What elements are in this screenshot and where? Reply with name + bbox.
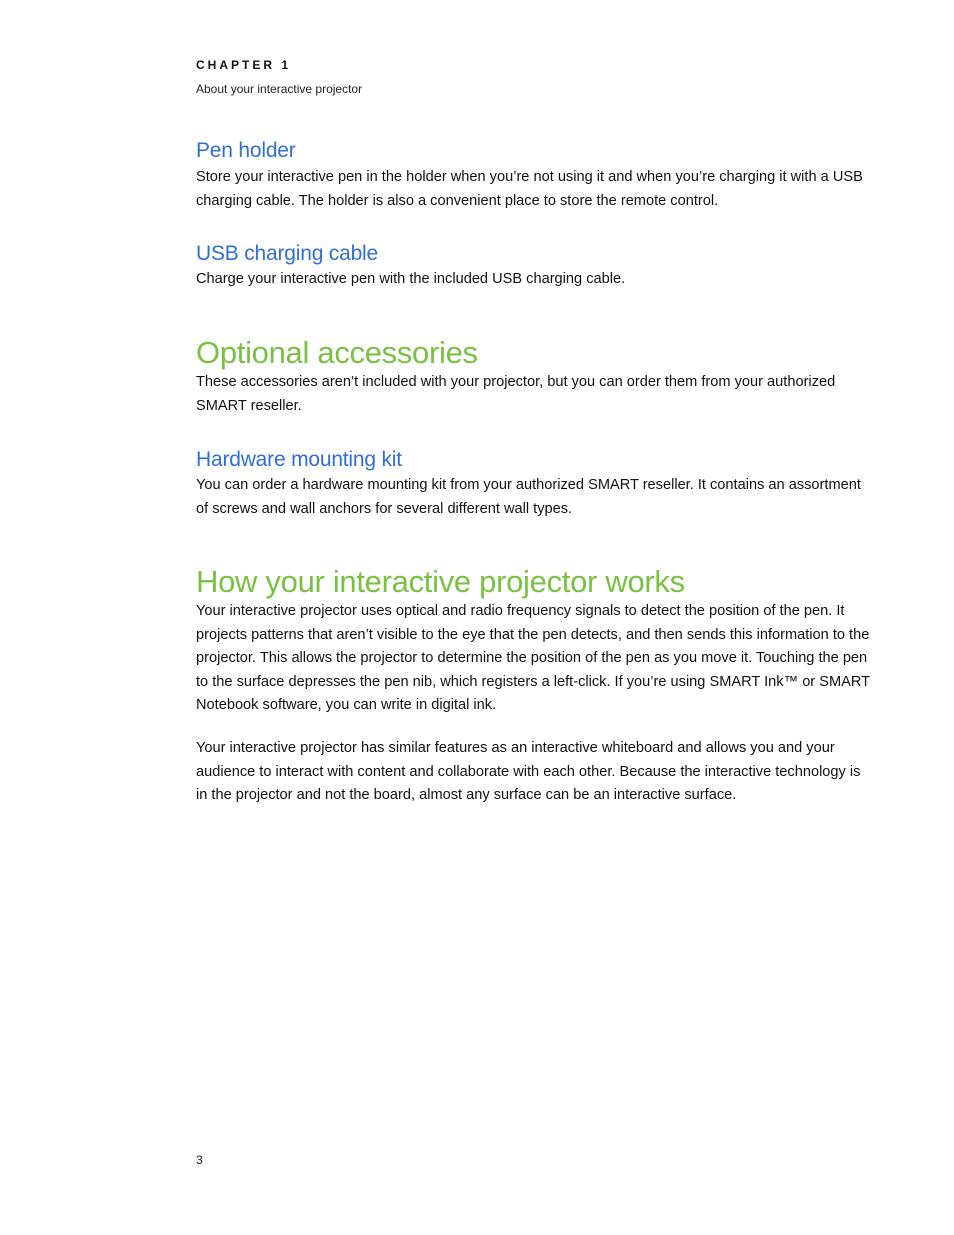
chapter-subtitle: About your interactive projector (196, 82, 363, 96)
heading-optional-accessories: Optional accessories (196, 335, 478, 370)
paragraph-hardware-mounting-kit: You can order a hardware mounting kit from your authorized SMART reseller. It contains an assortment of screws and wall anchors for several different wall types. (196, 477, 861, 517)
heading-hardware-mounting-kit: Hardware mounting kit (196, 448, 402, 471)
heading-how-it-works: How your interactive projector works (196, 564, 685, 599)
chapter-label: CHAPTER 1 (196, 58, 292, 72)
paragraph-how-it-works-2: Your interactive projector has similar features as an interactive whiteboard and allows you and your audience to interact with content and collaborate with each other. Because the interactive technology is in the projector and not the board, almost any surface can be an interactive surface. (196, 740, 861, 803)
heading-usb-charging-cable: USB charging cable (196, 242, 379, 265)
paragraph-usb-charging-cable: Charge your interactive pen with the included USB charging cable. (196, 271, 626, 287)
paragraph-optional-accessories: These accessories aren’t included with your projector, but you can order them from your authorized SMART reseller. (196, 374, 836, 414)
paragraph-how-it-works-1: Your interactive projector uses optical and radio frequency signals to detect the position of the pen. It projects patterns that aren’t visible to the eye that the pen detects, and then sends this information to the projector. This allows the projector to determine the position of the pen as you move it. Touching the pen to the surface depresses the pen nib, which registers a left-click. If you’re using SMART Ink™ or SMART Notebook software, you can write in digital ink. (196, 603, 870, 713)
page-number: 3 (196, 1153, 203, 1167)
heading-pen-holder: Pen holder (196, 139, 296, 162)
paragraph-pen-holder: Store your interactive pen in the holder when you’re not using it and when you’re charging it with a USB charging cable. The holder is also a convenient place to store the remote control. (196, 169, 863, 209)
